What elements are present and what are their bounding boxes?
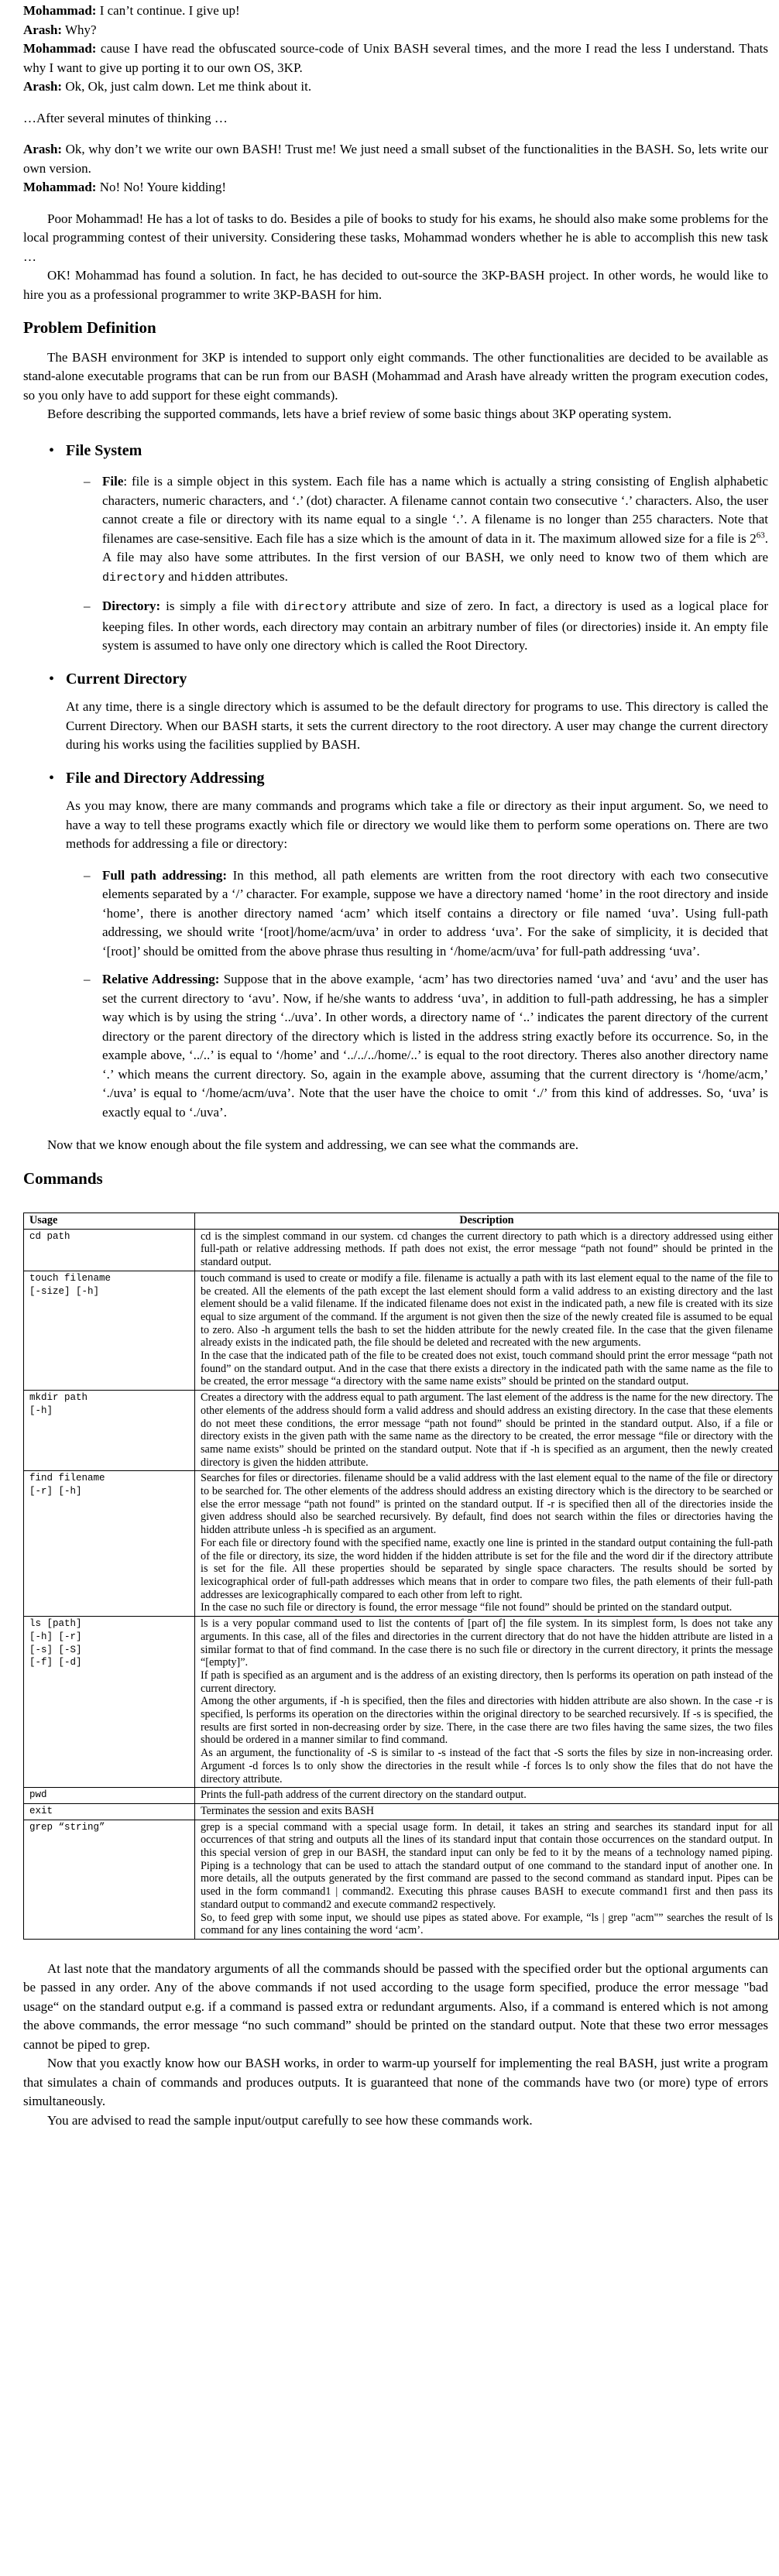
description-paragraph: Creates a directory with the address equal to path argument. The last element of the address is the name for the new directory. The other elements of the address should form a valid address and should address an existing directory. In the case that these elements do not meet these conditions, the error message “path not found” should be printed in the standard output. Also, if a file or directory exists in the given path with the same name as the directory to be created, the error message “file or directory with the same name exists” should be printed on the standard output. Note that if -h is specified as an argument, then the newly created directory is given the hidden attribute. xyxy=(201,1391,773,1469)
text: attributes. xyxy=(232,568,288,584)
code-text: hidden xyxy=(190,571,233,585)
description-cell xyxy=(195,1788,779,1804)
usage-line: cd path xyxy=(29,1230,70,1242)
text: Suppose that in the above example, ‘acm’ has two directories named ‘uva’ and ‘avu’ and the user has set the current directory to ‘avu’. Now, if he/she wants to address ‘uva’, in addition to full-path addressing, he has a simpler way which is by using the string ‘../uva’. In other words, a directory name of ‘..’ indicates the parent directory of the current directory or the parent directory of the directory which is listed in the address string exactly before its occurrence. So, in the example above, ‘../..’ is equal to ‘/home’ and ‘../../../home/..’ is equal to the root directory. Theres also another directory name ‘.’ which means the current directory. So, again in the example above, assuming that the current directory is ‘/home/acm,’ ‘./uva’ is equal to ‘/home/acm/uva’. Note that the user have the choice to omit ‘./’ from this kind of addresses. So, ‘uva’ is exactly equal to ‘./uva’. xyxy=(102,972,769,1120)
dialog-text: I can’t continue. I give up! xyxy=(96,3,240,18)
speaker-name: Mohammad: xyxy=(23,41,97,56)
problem-paragraph: The BASH environment for 3KP is intended to support only eight commands. The other functionalities are decided to be available as stand-alone executable programs that can be run from our BASH (Mohammad and Arash have already written the program execution codes, so you only have to add support for these eight commands). xyxy=(23,349,768,403)
term-label: File xyxy=(102,474,124,489)
thinking-line: …After several minutes of thinking … xyxy=(23,110,228,125)
term-label: Full path addressing: xyxy=(102,867,228,883)
dialog-text: No! No! Youre kidding! xyxy=(96,180,227,194)
description-paragraph: Among the other arguments, if -h is specified, then the files and directories with hidden attribute are also shown. In the case -r is specified, ls performs its operation on the directories within the original directory to be searched recursively. If -s is specified, the results are first sorted in non-decreasing order by size. There, in the case there are two files having the same sizes, the two files should be ordered in a manner similar to find command. xyxy=(201,1695,773,1747)
description-paragraph: cd is the simplest command in our system. cd changes the current directory to path which is a directory addressed using either full-path or relative addressing methods. If path does not exist, the error message “path not found” should be printed in the standard output. xyxy=(201,1230,773,1269)
list-item-addressing xyxy=(49,769,769,1123)
dialog-line xyxy=(23,140,768,178)
dialog-line xyxy=(23,39,768,77)
table-header-row xyxy=(24,1213,779,1230)
closing-block xyxy=(23,1960,768,2131)
text: In this method, all path elements are written from the root directory with each two consecutive elements separated by a ‘/’ character. For example, suppose we have a directory named ‘home’ in the root directory and inside ‘home’, there is another directory named ‘acm’ which itself contains a directory or file named ‘uva’. Using full-path addressing, we should write ‘[root]/home/acm/uva’ in order to address ‘uva’. For the sake of simplicity, it is decided that ‘[root]’ should be omitted from the above phrase thus resulting in ‘/home/acm/uva’ for full-path addressing ‘uva’. xyxy=(102,867,769,959)
term-label: Relative Addressing: xyxy=(102,972,220,986)
text: attribute and size of zero. In fact, a directory is used as a logical place for keeping files. In other words, each directory may contain an arbitrary number of files (or directories) inside it. An empty file system is assumed to have only one directory which is called the Root Directory. xyxy=(102,599,768,653)
usage-cell xyxy=(24,1820,195,1939)
table-row xyxy=(24,1617,779,1788)
text: : file is a simple object in this system. Each file has a name which is actually a string consisting of English alphabetic characters, numeric characters, and ‘.’ (dot) character. A filename cannot contain two consecutive ‘.’ characters. Also, the user cannot create a file or directory with its name equal to a single ‘.’. A filename is no longer than 255 characters. Note that filenames are case-sensitive. Each file has a size which is the amount of data in it. The maximum allowed size for a file is 2 xyxy=(102,474,768,546)
table-row xyxy=(24,1391,779,1471)
usage-line: [-s] [-S] xyxy=(29,1644,82,1655)
sub-item-file xyxy=(84,472,768,588)
header-description: Description xyxy=(195,1213,779,1230)
sub-list xyxy=(66,472,768,656)
usage-line: pwd xyxy=(29,1789,47,1801)
dialog-block-2 xyxy=(23,140,768,197)
speaker-name: Arash: xyxy=(23,22,63,37)
text: is simply a file with xyxy=(160,599,284,613)
dialog-line xyxy=(23,21,768,40)
description-paragraph: Terminates the session and exits BASH xyxy=(201,1804,375,1817)
dash-icon: – xyxy=(84,972,91,986)
description-paragraph: In the case no such file or directory is found, the error message “file not found” should be printed on the standard output. xyxy=(201,1601,733,1614)
transition-paragraph: Now that we know enough about the file system and addressing, we can see what the commands are. xyxy=(47,1137,578,1152)
code-text: directory xyxy=(102,571,166,585)
usage-line: mkdir path xyxy=(29,1392,88,1404)
description-paragraph: ls is a very popular command used to list the contents of [part of] the file system. In its simplest form, ls does not take any arguments. In this case, all of the files and directories in the current directory that do not have the hidden attribute are listed in a similar format to that of find command. In the case there is no such file or directory in the current directory, it prints the message “[empty]”. xyxy=(201,1617,773,1669)
section-heading-commands: Commands xyxy=(23,1168,103,1188)
dialog-text: Ok, Ok, just calm down. Let me think about it. xyxy=(62,79,312,94)
table-row xyxy=(24,1229,779,1271)
header-usage: Usage xyxy=(24,1213,195,1230)
closing-paragraph: Now that you exactly know how our BASH works, in order to warm-up yourself for implementing the real BASH, just write a program that simulates a chain of commands and produces outputs. It is guaranteed that none of the commands have two (or more) type of errors simultaneously. xyxy=(23,2056,768,2109)
table-row xyxy=(24,1788,779,1804)
table-row xyxy=(24,1803,779,1820)
usage-cell xyxy=(24,1803,195,1820)
description-cell xyxy=(195,1229,779,1271)
concept-list xyxy=(23,441,768,1123)
usage-cell xyxy=(24,1471,195,1617)
dialog-text: cause I have read the obfuscated source-code of Unix BASH several times, and the more I read the less I understand. Thats why I want to give up porting it to our own OS, 3KP. xyxy=(23,41,768,75)
usage-line: [-r] [-h] xyxy=(29,1486,82,1497)
usage-line: touch filename xyxy=(29,1272,112,1284)
intro-paragraph: Poor Mohammad! He has a lot of tasks to do. Besides a pile of books to study for his exams, he should also make some problems for the local programming contest of their university. Considering these tasks, Mohammad wonders whether he is able to accomplish this new task … xyxy=(23,211,768,264)
list-item-current-directory xyxy=(49,670,768,755)
sub-list xyxy=(66,866,768,1123)
speaker-name: Arash: xyxy=(23,79,63,94)
exponent: 63 xyxy=(756,530,765,540)
bullet-icon: • xyxy=(49,670,55,688)
item-text: As you may know, there are many commands and programs which take a file or directory as their input argument. So, we need to have a way to tell these programs exactly which file or directory we would like them to perform some operations on. There are two methods for addressing a file or directory: xyxy=(66,798,768,851)
item-title: File and Directory Addressing xyxy=(66,769,265,787)
closing-paragraph: You are advised to read the sample input/output carefully to see how these commands work. xyxy=(47,2112,533,2128)
description-paragraph: Searches for files or directories. filename should be a valid address with the last element equal to the name of the file or directory to be searched for. The other elements of the address should address an existing directory which is the directory to be searched or else the error message “path not found” is printed on the standard output. If -r is specified then all of the directories inside the given address should also be searched recursively. By default, find does not search within the files or directories having the hidden attribute unless -h is specified as an argument. xyxy=(201,1472,773,1537)
description-cell xyxy=(195,1820,779,1939)
intro-paragraph: OK! Mohammad has found a solution. In fact, he has decided to out-source the 3KP-BASH project. In other words, he would like to hire you as a professional programmer to write 3KP-BASH for him. xyxy=(23,268,768,302)
item-text: At any time, there is a single directory which is assumed to be the default directory for programs to use. This directory is called the Current Directory. When our BASH starts, it sets the current directory to the root directory. A user may change the current directory during his works using the facilities supplied by BASH. xyxy=(66,699,768,752)
sub-item-relative xyxy=(84,970,769,1122)
description-cell xyxy=(195,1617,779,1788)
usage-line: [-size] [-h] xyxy=(29,1285,100,1297)
description-cell xyxy=(195,1271,779,1390)
item-title: File System xyxy=(66,441,142,459)
bullet-icon: • xyxy=(49,769,55,787)
dialog-line xyxy=(23,2,768,21)
term-label: Directory: xyxy=(102,599,161,613)
speaker-name: Mohammad: xyxy=(23,180,97,194)
usage-cell xyxy=(24,1391,195,1471)
dialog-text: Why? xyxy=(62,22,97,37)
dash-icon: – xyxy=(84,474,91,489)
dash-icon: – xyxy=(84,867,91,883)
usage-cell xyxy=(24,1788,195,1804)
sub-item-full-path xyxy=(84,866,769,962)
description-cell xyxy=(195,1391,779,1471)
list-item-file-system xyxy=(49,441,768,656)
item-title: Current Directory xyxy=(66,670,187,688)
dialog-line xyxy=(23,77,768,97)
dialog-block xyxy=(23,0,768,97)
commands-table xyxy=(23,1213,779,1940)
usage-line: grep “string” xyxy=(29,1821,105,1833)
sub-item-directory xyxy=(84,597,768,656)
text: . A file may also have some attributes. In the first version of our BASH, we only need to know two of them which are xyxy=(102,530,768,564)
section-heading-problem: Problem Definition xyxy=(23,318,156,337)
bullet-icon: • xyxy=(49,441,55,459)
usage-line: [-h] xyxy=(29,1405,53,1416)
usage-line: [-f] [-d] xyxy=(29,1657,82,1669)
speaker-name: Arash: xyxy=(23,142,63,156)
description-paragraph: In the case that the indicated path of the file to be created does not exist, touch command should print the error message “path not found” on the standard output. And in the case that there exists a directory in the indicated path with the same name as the file to be created, the error message “a directory with the same name exists” should be printed on the standard output. xyxy=(201,1350,773,1388)
text: and xyxy=(165,568,191,584)
usage-line: [-h] [-r] xyxy=(29,1631,82,1642)
description-paragraph: So, to feed grep with some input, we should use pipes as stated above. For example, “ls | grep "acm"” searches the result of ls command for any lines containing the word ‘acm’. xyxy=(201,1911,773,1937)
description-cell xyxy=(195,1803,779,1820)
problem-paragraph: Before describing the supported commands, lets have a brief review of some basic things about 3KP operating system. xyxy=(47,406,672,421)
usage-line: find filename xyxy=(29,1473,105,1484)
dialog-text: Ok, why don’t we write our own BASH! Trust me! We just need a small subset of the functionalities in the BASH. So, lets write our own version. xyxy=(23,142,768,176)
dash-icon: – xyxy=(84,599,91,613)
closing-paragraph: At last note that the mandatory arguments of all the commands should be passed with the specified order but the optional arguments can be passed in any order. Any of the above commands if not used according to the usage form specified, produce the error message "bad usage“ on the standard output e.g. if a command is passed extra or redundant arguments. Also, if a command is entered which is not among the above commands, the error message “no such command” should be printed on the standard output. Note that these two error messages cannot be piped to grep. xyxy=(23,1960,768,2052)
description-paragraph: For each file or directory found with the specified name, exactly one line is printed in the standard output containing the full-path of the file or directory, its size, the word hidden if the hidden attribute is set for the file and the word dir if the directory attribute is set for the file. All these properties should be separated by single space characters. The results should be sorted by lexicographical order of full-path addresses which means that in order to compare two files, the path elements of their full-path addresses are lexicographically compared to each other from left to right. xyxy=(201,1536,773,1601)
description-paragraph: Prints the full-path address of the current directory on the standard output. xyxy=(201,1789,527,1802)
speaker-name: Mohammad: xyxy=(23,3,97,18)
description-paragraph: touch command is used to create or modify a file. filename is actually a path with its last element equal to the name of the file to be created. All the elements of the path except the last element should form a valid address to an existing directory and the last element should be a valid filename. If the indicated filename does not exist in the indicated path, a new file is created with its size equal to size argument of the command. If the argument is not given then the size of the newly created file is assumed to be equal to zero. Also -h argument tells the bash to set the hidden attribute for the newly created file. In the case that the given filename already exists in the indicated path, the file should be deleted and recreated with the new arguments. xyxy=(201,1271,773,1350)
description-cell xyxy=(195,1471,779,1617)
table-row xyxy=(24,1271,779,1390)
code-text: directory xyxy=(283,601,347,614)
usage-line: ls [path] xyxy=(29,1618,82,1630)
usage-line: exit xyxy=(29,1805,53,1816)
usage-cell xyxy=(24,1229,195,1271)
description-paragraph: grep is a special command with a special usage form. In detail, it takes an string and searches its standard input for all occurrences of that string and outputs all the lines of its standard input that contain those occurrences on the standard output. In this special version of grep in our BASH, the standard input can only be fed to it by the means of a technology named piping. Piping is a technology that can be used to attach the standard output of one command to the standard input of another one. In more details, all the outputs generated by the first command are passed to the second command as standard input. Pipes can be used in the form command1 | command2. Executing this phrase causes BASH to execute command1 first and then pass its standard output to command2 and execute command2 respectively. xyxy=(201,1820,773,1911)
dialog-line xyxy=(23,178,768,197)
description-paragraph: If path is specified as an argument and is the address of an existing directory, then ls performs its operation on path instead of the current directory. xyxy=(201,1669,773,1695)
usage-cell xyxy=(24,1617,195,1788)
description-paragraph: As an argument, the functionality of -S is similar to -s instead of the fact that -S sorts the files by size in non-increasing order. Argument -d forces ls to only show the directories in the result while -f forces ls to only show the files that do not have the directory attribute. xyxy=(201,1747,773,1785)
table-row xyxy=(24,1471,779,1617)
usage-cell xyxy=(24,1271,195,1390)
table-row xyxy=(24,1820,779,1939)
